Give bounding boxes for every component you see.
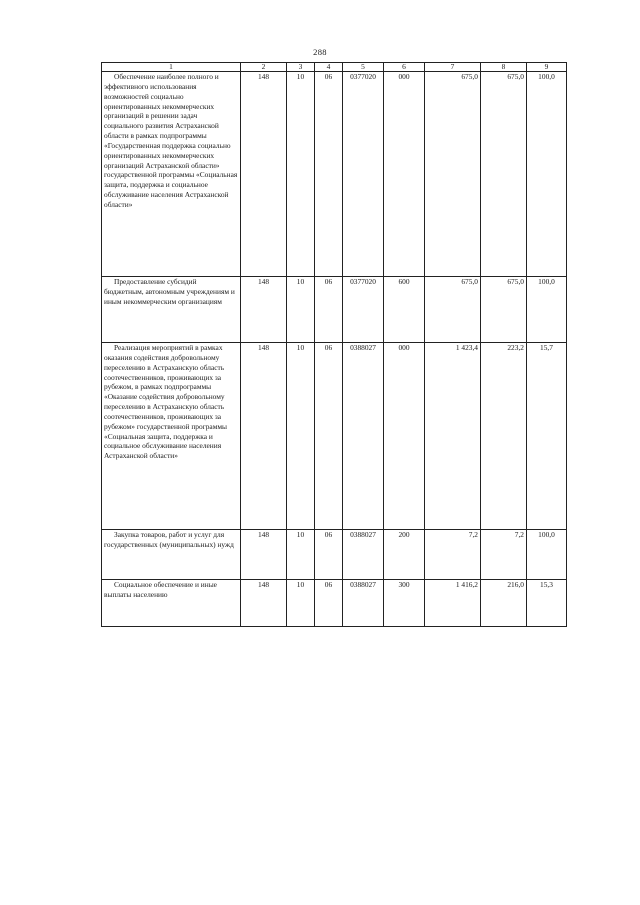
table-row [102,530,567,580]
cell-col-3: 10 [287,72,315,277]
cell-col-9: 15,3 [527,580,567,627]
cell-col-5: 0377020 [343,277,384,343]
row-name-cell [102,530,241,580]
header-col-7: 7 [425,63,481,72]
cell-col-3: 10 [287,343,315,530]
row-name-text: Закупка товаров, работ и услуг для государственных (муниципальных) нужд [104,530,234,549]
row-name-text: Реализация мероприятий в рамках оказания содействия добровольному переселению в Астраханскую область соотечественников, проживающих за рубежом, в рамках подпрограммы «Оказание содействия добровольному переселению в Астраханскую область соотечественников, проживающих за рубежом» государственной программы «Социальная защита, поддержка и социальное обслуживание населения Астраханской области» [104,343,228,461]
cell-col-8: 675,0 [481,72,527,277]
cell-col-2: 148 [241,72,287,277]
table-row [102,580,567,627]
row-name-text: Обеспечение наиболее полного и эффективного использования возможностей социально ориентированных некоммерческих организаций в решении задач социального развития Астраханской области в рамках подпрограммы «Государственная поддержка социально ориентированных некоммерческих организаций Астраханской области» государственной программы «Социальная защита, поддержка и социальное обслуживание населения Астраханской области» [104,72,238,209]
cell-col-7: 1 423,4 [425,343,481,530]
cell-col-7: 675,0 [425,277,481,343]
cell-col-3: 10 [287,530,315,580]
header-col-3: 3 [287,63,315,72]
cell-col-8: 675,0 [481,277,527,343]
cell-col-2: 148 [241,580,287,627]
header-col-1: 1 [102,63,241,72]
cell-col-7: 7,2 [425,530,481,580]
row-name-cell [102,343,241,530]
cell-col-6: 000 [384,343,425,530]
row-name-cell [102,580,241,627]
cell-col-3: 10 [287,277,315,343]
cell-col-4: 06 [315,580,343,627]
cell-col-5: 0388027 [343,343,384,530]
cell-col-9: 100,0 [527,72,567,277]
cell-col-5: 0377020 [343,72,384,277]
cell-col-9: 100,0 [527,277,567,343]
cell-col-4: 06 [315,277,343,343]
cell-col-9: 100,0 [527,530,567,580]
cell-col-4: 06 [315,343,343,530]
cell-col-6: 200 [384,530,425,580]
cell-col-4: 06 [315,72,343,277]
cell-col-2: 148 [241,343,287,530]
row-name-cell [102,277,241,343]
cell-col-2: 148 [241,277,287,343]
header-col-9: 9 [527,63,567,72]
header-col-4: 4 [315,63,343,72]
table-row [102,72,567,277]
cell-col-8: 7,2 [481,530,527,580]
cell-col-7: 1 416,2 [425,580,481,627]
cell-col-4: 06 [315,530,343,580]
cell-col-8: 223,2 [481,343,527,530]
cell-col-5: 0388027 [343,580,384,627]
cell-col-7: 675,0 [425,72,481,277]
page-number: 288 [313,47,327,57]
cell-col-6: 300 [384,580,425,627]
table-row [102,277,567,343]
table-header-row [102,63,567,72]
cell-col-6: 600 [384,277,425,343]
header-col-6: 6 [384,63,425,72]
budget-table [101,62,567,627]
cell-col-2: 148 [241,530,287,580]
header-col-8: 8 [481,63,527,72]
cell-col-8: 216,0 [481,580,527,627]
row-name-cell [102,72,241,277]
table-row [102,343,567,530]
cell-col-9: 15,7 [527,343,567,530]
row-name-text: Предоставление субсидий бюджетным, автономным учреждениям и иным некоммерческим организациям [104,277,235,306]
header-col-2: 2 [241,63,287,72]
cell-col-3: 10 [287,580,315,627]
row-name-text: Социальное обеспечение и иные выплаты населению [104,580,217,599]
cell-col-5: 0388027 [343,530,384,580]
cell-col-6: 000 [384,72,425,277]
header-col-5: 5 [343,63,384,72]
